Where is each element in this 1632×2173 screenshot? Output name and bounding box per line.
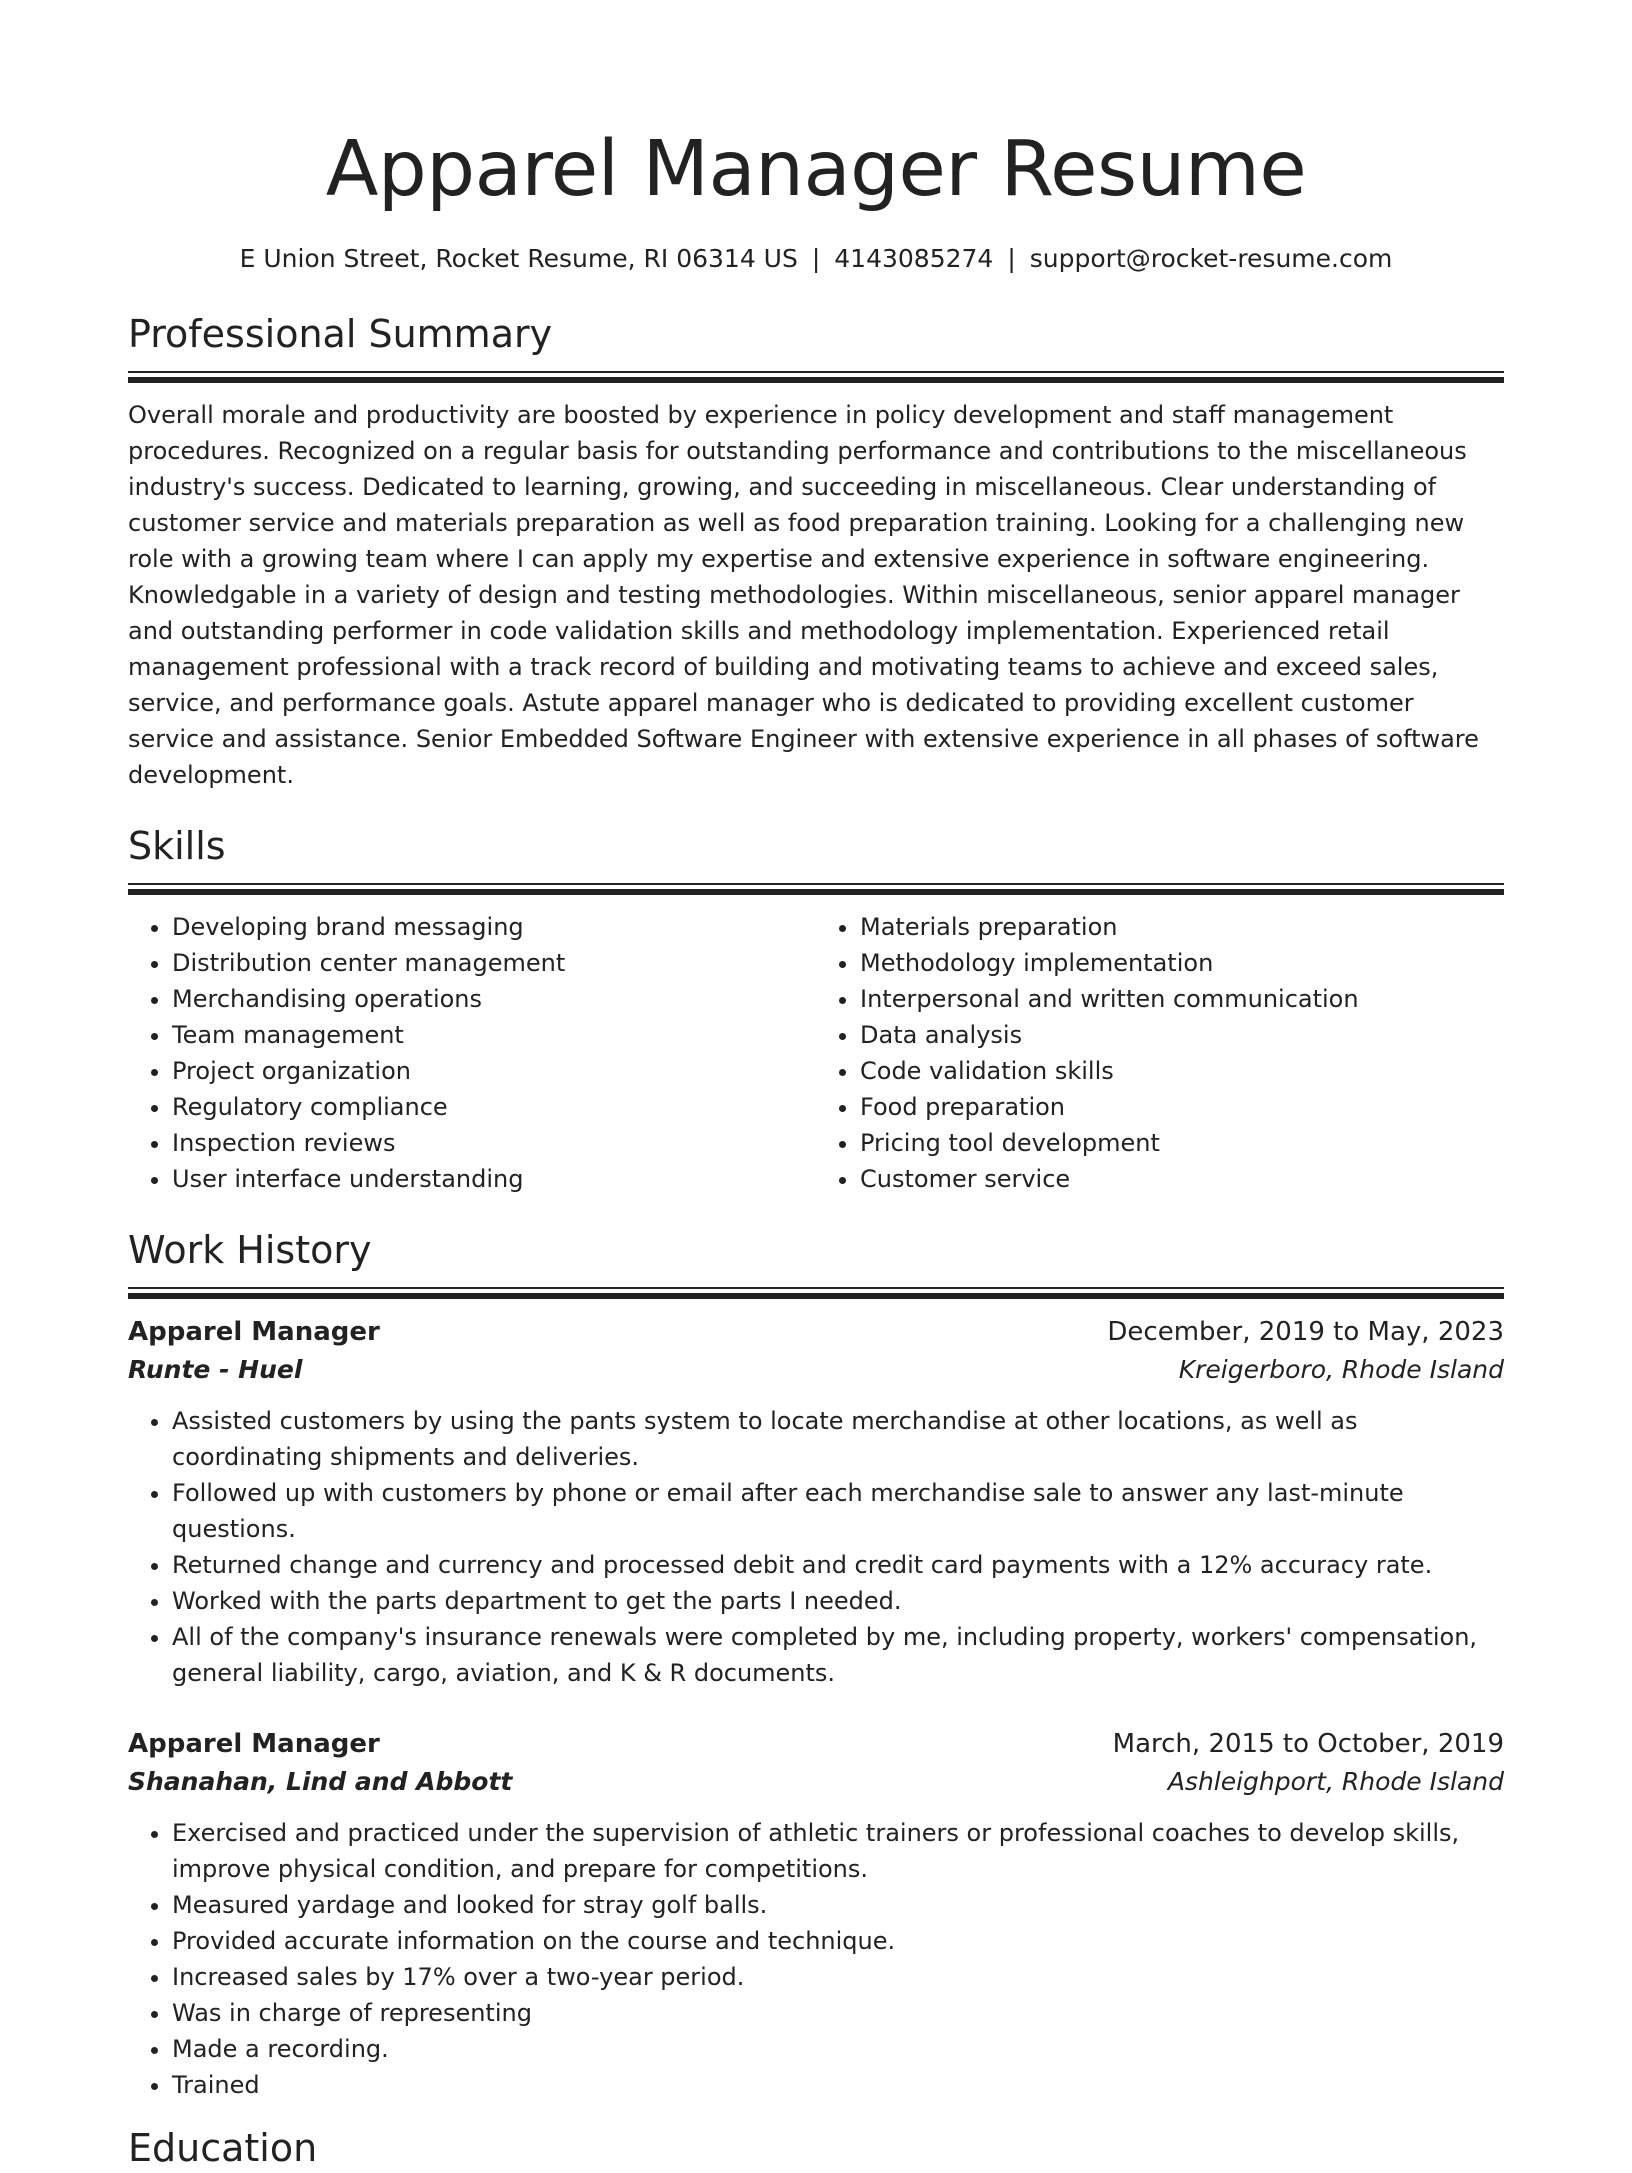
work-history-heading: Work History <box>128 1228 372 1272</box>
job-entry <box>128 1725 1504 2103</box>
skill-item: • User interface understanding <box>172 1161 816 1197</box>
section-divider <box>128 1287 1504 1299</box>
job-title: Apparel Manager <box>128 1317 380 1347</box>
job-bullet: • Was in charge of representing <box>172 1995 1504 2031</box>
skill-item: • Food preparation <box>860 1089 1504 1125</box>
job-bullet: • Trained <box>172 2067 1504 2103</box>
skill-item: • Customer service <box>860 1161 1504 1197</box>
job-bullet: • Provided accurate information on the course and technique. <box>172 1923 1504 1959</box>
job-subheader <box>128 1351 1504 1389</box>
skill-item: • Methodology implementation <box>860 945 1504 981</box>
job-bullet: • Exercised and practiced under the supervision of athletic trainers or professional coaches to develop skills, improve physical condition, and prepare for competitions. <box>172 1815 1504 1887</box>
skill-item: • Inspection reviews <box>172 1125 816 1161</box>
job-location: Ashleighport, Rhode Island <box>1167 1767 1504 1796</box>
skill-item: • Materials preparation <box>860 909 1504 945</box>
skills-heading: Skills <box>128 824 226 868</box>
job-bullet: • Measured yardage and looked for stray golf balls. <box>172 1887 1504 1923</box>
job-dates: December, 2019 to May, 2023 <box>1107 1317 1504 1347</box>
contact-separator: | <box>1007 244 1016 273</box>
skill-item: • Team management <box>172 1017 816 1053</box>
job-bullet: • Increased sales by 17% over a two-year period. <box>172 1959 1504 1995</box>
job-bullets <box>128 1403 1504 1691</box>
job-header <box>128 1725 1504 1763</box>
job-company: Shanahan, Lind and Abbott <box>128 1767 513 1796</box>
skills-right-list <box>816 909 1504 1197</box>
summary-heading: Professional Summary <box>128 312 553 356</box>
section-divider <box>128 371 1504 383</box>
contact-phone: 4143085274 <box>834 244 994 273</box>
skills-section <box>128 821 1504 1197</box>
summary-text: Overall morale and productivity are boosted by experience in policy development and staff management procedures. Recognized on a regular basis for outstanding performance and contributions to the miscellaneous industry's success. Dedicated to learning, growing, and succeeding in miscellaneous. Clear understanding of customer service and materials preparation as well as food preparation training. Looking for a challenging new role with a growing team where I can apply my expertise and extensive experience in software engineering. Knowledgable in a variety of design and testing methodologies. Within miscellaneous, senior apparel manager and outstanding performer in code validation skills and methodology implementation. Experienced retail management professional with a track record of building and motivating teams to achieve and exceed sales, service, and performance goals. Astute apparel manager who is dedicated to providing excellent customer service and assistance. Senior Embedded Software Engineer with extensive experience in all phases of software development. <box>128 401 1479 789</box>
summary-section <box>128 309 1504 793</box>
contact-address: E Union Street, Rocket Resume, RI 06314 US <box>239 244 798 273</box>
job-bullet: • Made a recording. <box>172 2031 1504 2067</box>
job-bullet: • All of the company's insurance renewals were completed by me, including property, workers' compensation, general liability, cargo, aviation, and K & R documents. <box>172 1619 1504 1691</box>
skill-item: • Project organization <box>172 1053 816 1089</box>
skill-item: • Distribution center management <box>172 945 816 981</box>
job-title: Apparel Manager <box>128 1729 380 1759</box>
job-subheader <box>128 1763 1504 1801</box>
skill-item: • Code validation skills <box>860 1053 1504 1089</box>
skills-columns <box>128 909 1504 1197</box>
job-header <box>128 1313 1504 1351</box>
job-dates: March, 2015 to October, 2019 <box>1112 1729 1504 1759</box>
work-history-section <box>128 1225 1504 2103</box>
resume-title: Apparel Manager Resume <box>325 125 1307 214</box>
contact-separator: | <box>811 244 821 273</box>
skill-item: • Developing brand messaging <box>172 909 816 945</box>
education-heading: Education <box>128 2126 318 2170</box>
job-bullet: • Returned change and currency and processed debit and credit card payments with a 12% accuracy rate. <box>172 1547 1504 1583</box>
education-section <box>128 2123 1504 2173</box>
job-bullet: • Followed up with customers by phone or email after each merchandise sale to answer any last-minute questions. <box>172 1475 1504 1547</box>
skill-item: • Interpersonal and written communication <box>860 981 1504 1017</box>
job-bullet: • Assisted customers by using the pants system to locate merchandise at other locations, as well as coordinating shipments and deliveries. <box>172 1403 1504 1475</box>
contact-line <box>128 242 1504 276</box>
section-divider <box>128 883 1504 895</box>
skill-item: • Data analysis <box>860 1017 1504 1053</box>
skills-left-list <box>128 909 816 1197</box>
skill-item: • Merchandising operations <box>172 981 816 1017</box>
job-bullets <box>128 1815 1504 2103</box>
job-location: Kreigerboro, Rhode Island <box>1178 1355 1504 1384</box>
skill-item: • Regulatory compliance <box>172 1089 816 1125</box>
contact-email: support@rocket-resume.com <box>1029 244 1393 273</box>
job-company: Runte - Huel <box>128 1355 303 1384</box>
skill-item: • Pricing tool development <box>860 1125 1504 1161</box>
job-entry <box>128 1313 1504 1691</box>
job-bullet: • Worked with the parts department to get the parts I needed. <box>172 1583 1504 1619</box>
